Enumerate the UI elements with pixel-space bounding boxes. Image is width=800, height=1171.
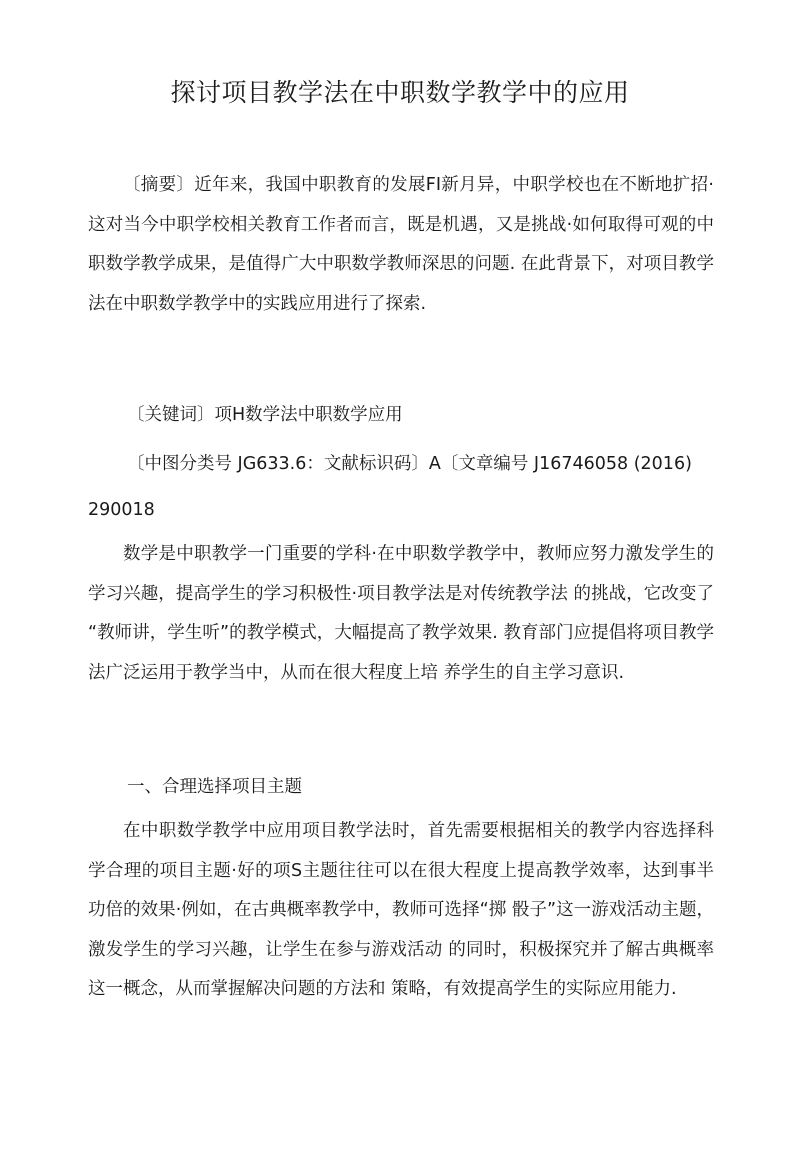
abstract-paragraph: 〔摘要〕近年来，我国中职教育的发展FI新月异，中职学校也在不断地扩招·这对当今中职学校相关教育工作者而言，既是机遇，又是挑战·如何取得可观的中职数学教学成果，是值得广大中职数学教师深思的问题. 在此背景下，对项目教学法在中职数学教学中的实践应用进行了探索. (88, 175, 714, 314)
classification-line: 〔中图分类号 JG633.6：文献标识码〕A〔文章编号 J16746058 (2016) (127, 454, 692, 474)
section-paragraph: 在中职数学教学中应用项目教学法时，首先需要根据相关的教学内容选择科学合理的项目主题·好的项S主题往往可以在很大程度上提高教学效率，达到事半功倍的效果·例如，在古典概率教学中，教师可选择“掷 骰子”这一游戏活动主题，激发学生的学习兴趣，让学生在参与游戏活动 的同时，积极探究并了解古典概率这一概念，从而掌握解决问题的方法和 策略，有效提高学生的实际应用能力. (88, 821, 714, 999)
keywords-line: 〔关键词〕项H数学法中职数学应用 (127, 405, 403, 425)
classification-continuation: 290018 (88, 500, 155, 520)
document-title: 探讨项目教学法在中职数学教学中的应用 (170, 78, 630, 107)
intro-paragraph: 数学是中职教学一门重要的学科·在中职数学教学中，教师应努力激发学生的学习兴趣，提高学生的学习积极性·项目教学法是对传统教学法 的挑战，它改变了 “教师讲，学生听”的教学模式，大幅提高了教学效果. 教育部门应提倡将项目教学法广泛运用于教学当中，从而在很大程度上培 养学生的自主学习意识. (88, 544, 714, 683)
section-heading: 一、合理选择项目主题 (127, 777, 302, 797)
